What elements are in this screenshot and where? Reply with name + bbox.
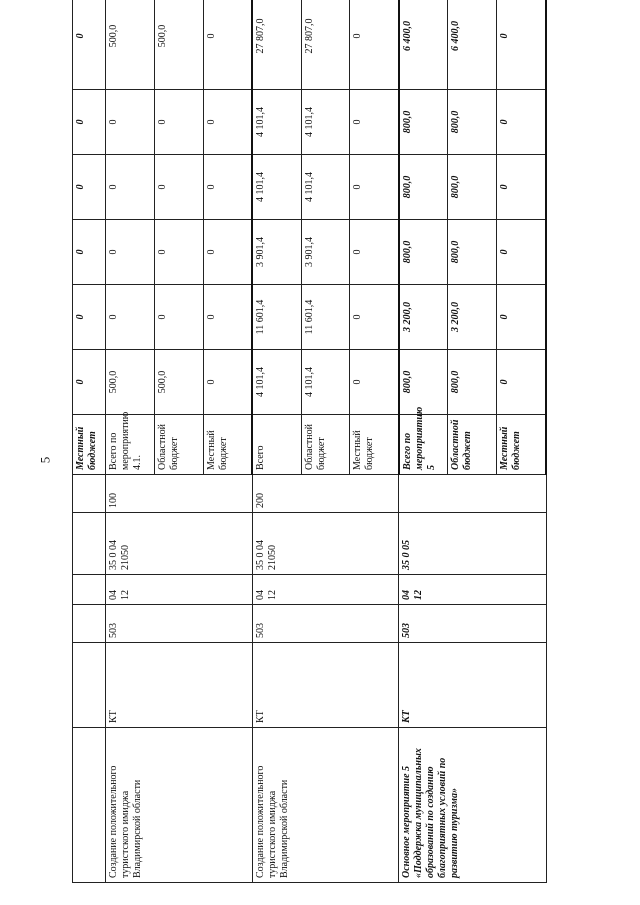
cell-value: 4 101,4 (301, 350, 350, 415)
cell-csr: 35 0 04 21050 (105, 513, 252, 575)
rotated-table-container (72, 18, 547, 883)
cell-value: 0 (350, 350, 399, 415)
cell-value: 0 (203, 155, 252, 220)
cell-rzpr: 04 12 (252, 575, 399, 605)
cell-value: 0 (350, 220, 399, 285)
cell-source: Всего (252, 415, 301, 475)
cell-value: 0 (105, 155, 154, 220)
cell-value: 500,0 (105, 0, 154, 90)
cell-value: 27 807,0 (252, 0, 301, 90)
cell-value: 0 (497, 90, 546, 155)
cell-value: 0 (350, 90, 399, 155)
cell-source: Всего по мероприятию 4.1. (105, 415, 154, 475)
cell-grbs (73, 605, 106, 643)
cell-value: 0 (350, 155, 399, 220)
cell-value: 4 101,4 (252, 155, 301, 220)
cell-value: 0 (73, 220, 106, 285)
budget-table (72, 0, 547, 883)
cell-value: 3 901,4 (252, 220, 301, 285)
cell-value: 800,0 (399, 350, 448, 415)
cell-value: 0 (203, 90, 252, 155)
cell-value: 0 (105, 220, 154, 285)
cell-value: 0 (497, 0, 546, 90)
cell-responsible (73, 643, 106, 728)
cell-vr: 200 (252, 475, 399, 513)
cell-value: 3 200,0 (448, 285, 497, 350)
cell-value: 800,0 (448, 155, 497, 220)
cell-source: Местный бюджет (350, 415, 399, 475)
cell-grbs: 503 (252, 605, 399, 643)
cell-source: Областной бюджет (154, 415, 203, 475)
cell-value: 0 (73, 90, 106, 155)
cell-value: 6 400,0 (399, 0, 448, 90)
cell-value: 3 901,4 (301, 220, 350, 285)
cell-value: 800,0 (399, 155, 448, 220)
cell-value: 800,0 (399, 220, 448, 285)
cell-rzpr: 04 12 (399, 575, 546, 605)
cell-value: 800,0 (448, 220, 497, 285)
cell-source: Областной бюджет (301, 415, 350, 475)
cell-value: 0 (73, 285, 106, 350)
cell-value: 800,0 (448, 350, 497, 415)
cell-responsible: КТ (399, 643, 546, 728)
cell-csr: 35 0 05 (399, 513, 546, 575)
cell-value: 0 (154, 155, 203, 220)
page-number: 5 (37, 456, 53, 464)
cell-name: Создание положительного туристского имиджа Владимирской области (252, 728, 399, 883)
cell-responsible: КТ (105, 643, 252, 728)
cell-source: Местный бюджет (73, 415, 106, 475)
cell-value: 4 101,4 (252, 350, 301, 415)
cell-source: Областной бюджет (448, 415, 497, 475)
cell-vr (399, 475, 546, 513)
cell-name: Основное мероприятие 5 «Поддержка муниципальных образований по созданию благоприятных условий по развитию туризма» (399, 728, 546, 883)
cell-value: 800,0 (448, 90, 497, 155)
cell-value: 0 (105, 90, 154, 155)
cell-value: 4 101,4 (301, 155, 350, 220)
cell-name: Создание положительного туристского имиджа Владимирской области (105, 728, 252, 883)
cell-value: 0 (154, 220, 203, 285)
cell-value: 0 (73, 0, 106, 90)
cell-value: 0 (497, 220, 546, 285)
cell-value: 0 (497, 285, 546, 350)
cell-value: 0 (497, 350, 546, 415)
cell-csr: 35 0 04 21050 (252, 513, 399, 575)
cell-value: 0 (350, 285, 399, 350)
cell-value: 500,0 (154, 350, 203, 415)
cell-value: 0 (203, 0, 252, 90)
table-row (399, 0, 448, 883)
cell-value: 3 200,0 (399, 285, 448, 350)
cell-value: 0 (203, 350, 252, 415)
cell-value: 500,0 (154, 0, 203, 90)
cell-csr (73, 513, 106, 575)
cell-value: 11 601,4 (252, 285, 301, 350)
cell-source: Всего по мероприятию 5 (399, 415, 448, 475)
table-row (252, 0, 301, 883)
table-row (73, 0, 106, 883)
cell-source: Местный бюджет (497, 415, 546, 475)
cell-value: 4 101,4 (301, 90, 350, 155)
cell-value: 0 (105, 285, 154, 350)
cell-vr: 100 (105, 475, 252, 513)
cell-value: 0 (497, 155, 546, 220)
cell-grbs: 503 (399, 605, 546, 643)
cell-vr (73, 475, 106, 513)
cell-value: 0 (154, 90, 203, 155)
cell-rzpr (73, 575, 106, 605)
cell-value: 4 101,4 (252, 90, 301, 155)
cell-source: Местный бюджет (203, 415, 252, 475)
cell-value: 0 (203, 220, 252, 285)
cell-value: 0 (73, 350, 106, 415)
cell-value: 6 400,0 (448, 0, 497, 90)
cell-value: 500,0 (105, 350, 154, 415)
cell-value: 0 (154, 285, 203, 350)
cell-responsible: КТ (252, 643, 399, 728)
table-body (73, 0, 547, 883)
cell-value: 27 807,0 (301, 0, 350, 90)
cell-grbs: 503 (105, 605, 252, 643)
cell-value: 800,0 (399, 90, 448, 155)
cell-value: 11 601,4 (301, 285, 350, 350)
cell-name (73, 728, 106, 883)
cell-value: 0 (73, 155, 106, 220)
cell-value: 0 (203, 285, 252, 350)
table-row (105, 0, 154, 883)
cell-rzpr: 04 12 (105, 575, 252, 605)
cell-value: 0 (350, 0, 399, 90)
